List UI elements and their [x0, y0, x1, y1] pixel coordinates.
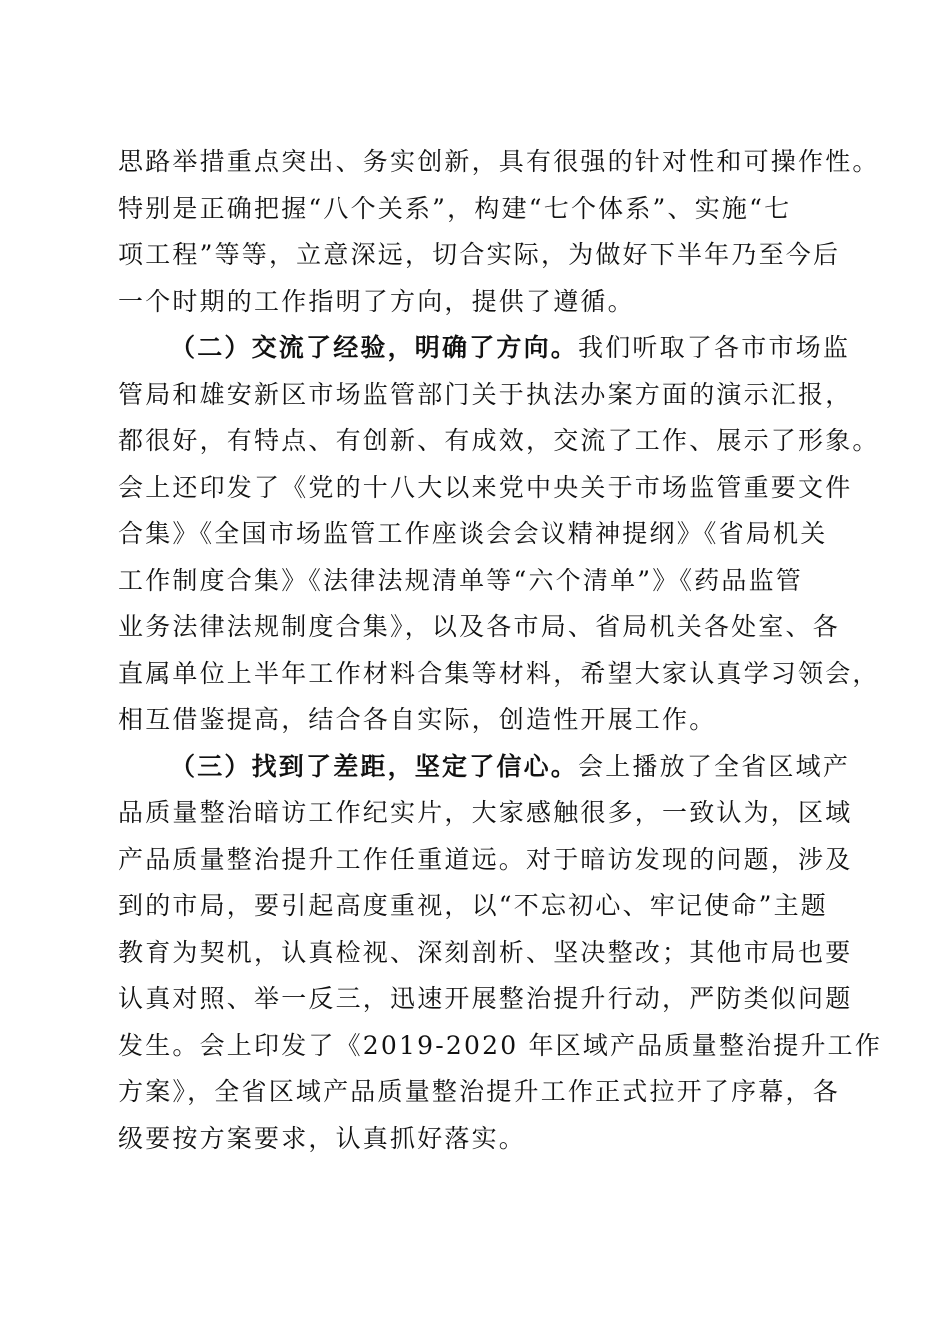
paragraph-2-line-9: 相互借鉴提高，结合各自实际，创造性开展工作。: [118, 705, 717, 734]
paragraph-3-line-6: 认真对照、举一反三，迅速开展整治提升行动，严防类似问题: [118, 984, 853, 1013]
paragraph-1-line-2: 特别是正确把握“八个关系”，构建“七个体系”、实施“七: [118, 194, 792, 223]
paragraph-2-line-3: 都很好，有特点、有创新、有成效，交流了工作、展示了形象。: [118, 426, 880, 455]
paragraph-3-line-1-text: 会上播放了全省区域产: [578, 752, 851, 781]
paragraph-3-line-5: 教育为契机，认真检视、深刻剖析、坚决整改；其他市局也要: [118, 938, 853, 967]
paragraph-2-line-5: 合集》《全国市场监管工作座谈会会议精神提纲》《省局机关: [118, 519, 828, 548]
paragraph-2-line-2: 管局和雄安新区市场监管部门关于执法办案方面的演示汇报，: [118, 380, 853, 409]
paragraph-2-line-1: [170, 333, 851, 363]
paragraph-1-line-3: 项工程”等等，立意深远，切合实际，为做好下半年乃至今后: [118, 240, 841, 269]
paragraph-3-line-9: 级要按方案要求，认真抓好落实。: [118, 1124, 527, 1153]
paragraph-3-line-2: 品质量整治暗访工作纪实片，大家感触很多，一致认为，区域: [118, 798, 853, 827]
paragraph-2-line-4: 会上还印发了《党的十八大以来党中央关于市场监管重要文件: [118, 473, 853, 502]
paragraph-3-line-7: 发生。会上印发了《2019-2020 年区域产品质量整治提升工作: [118, 1031, 883, 1060]
paragraph-2-line-7: 业务法律法规制度合集》，以及各市局、省局机关各处室、各: [118, 612, 840, 641]
paragraph-3-heading: （三）找到了差距，坚定了信心。: [170, 752, 579, 781]
paragraph-3-line-8: 方案》，全省区域产品质量整治提升工作正式拉开了序幕，各: [118, 1077, 840, 1106]
paragraph-2-line-1-text: 我们听取了各市市场监: [578, 333, 851, 362]
paragraph-2-line-6: 工作制度合集》《法律法规清单等“六个清单”》《药品监管: [118, 566, 803, 595]
paragraph-1-line-4: 一个时期的工作指明了方向，提供了遵循。: [118, 287, 635, 316]
paragraph-3-line-1: [170, 752, 851, 782]
paragraph-2-heading: （二）交流了经验，明确了方向。: [170, 333, 579, 362]
paragraph-2-line-8: 直属单位上半年工作材料合集等材料，希望大家认真学习领会，: [118, 659, 880, 688]
paragraph-3-line-4: 到的市局，要引起高度重视，以“不忘初心、牢记使命”主题: [118, 891, 828, 920]
paragraph-3-line-3: 产品质量整治提升工作任重道远。对于暗访发现的问题，涉及: [118, 845, 853, 874]
paragraph-1-line-1: 思路举措重点突出、务实创新，具有很强的针对性和可操作性。: [118, 147, 880, 176]
